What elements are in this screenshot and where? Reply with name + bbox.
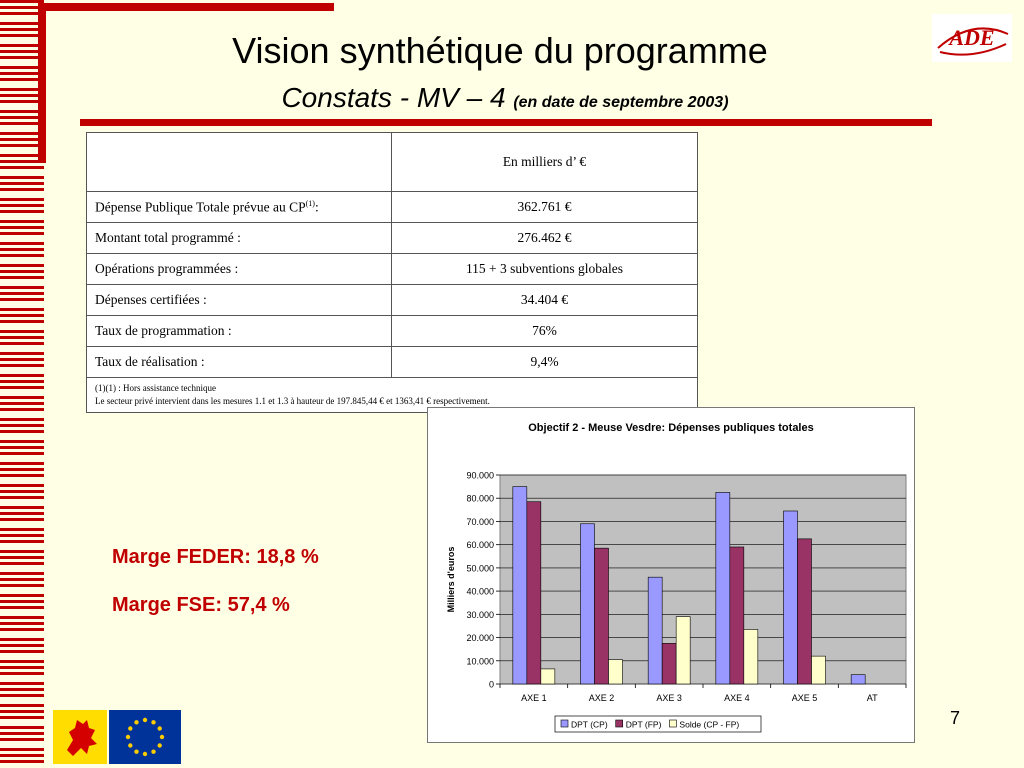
table-row xyxy=(87,223,698,254)
eu-flag-icon xyxy=(109,710,181,764)
y-axis-label: Milliers d'euros xyxy=(446,546,456,613)
eu-star xyxy=(128,726,132,730)
row-value: 9,4% xyxy=(392,347,698,378)
legend-label: Solde (CP - FP) xyxy=(679,719,740,730)
eu-star xyxy=(160,735,164,739)
x-tick-label: AT xyxy=(866,693,878,703)
table-row xyxy=(87,192,698,223)
slide-subtitle xyxy=(0,82,1010,114)
bar-chart xyxy=(428,408,914,742)
page-number: 7 xyxy=(950,708,961,728)
eu-star xyxy=(151,720,155,724)
row-label: Dépenses certifiées : xyxy=(87,285,392,316)
eu-star xyxy=(143,752,147,756)
eu-star xyxy=(126,735,130,739)
table-row xyxy=(87,316,698,347)
eu-star xyxy=(143,718,147,722)
y-tick-label: 90.000 xyxy=(466,470,494,481)
table-header-unit: En milliers d’ € xyxy=(392,133,698,192)
row-label: Montant total programmé : xyxy=(87,223,392,254)
chart-title: Objectif 2 - Meuse Vesdre: Dépenses publiques totales xyxy=(528,422,814,434)
decorative-bar-top xyxy=(38,3,334,11)
bar xyxy=(541,669,555,684)
eu-star xyxy=(151,750,155,754)
row-value: 76% xyxy=(392,316,698,347)
row-value: 34.404 € xyxy=(392,285,698,316)
y-tick-label: 50.000 xyxy=(466,563,494,574)
row-label: Opérations programmées : xyxy=(87,254,392,285)
table-row xyxy=(87,285,698,316)
x-tick-label: AXE 3 xyxy=(656,693,682,703)
eu-star xyxy=(134,750,138,754)
eu-star xyxy=(158,743,162,747)
y-tick-label: 60.000 xyxy=(466,540,494,551)
x-tick-label: AXE 4 xyxy=(724,693,750,703)
row-label: Taux de réalisation : xyxy=(87,347,392,378)
legend-swatch xyxy=(561,720,568,727)
x-tick-label: AXE 2 xyxy=(588,693,615,703)
row-value: 115 + 3 subventions globales xyxy=(392,254,698,285)
y-tick-label: 20.000 xyxy=(466,633,494,644)
marge-fse: Marge FSE: 57,4 % xyxy=(112,594,290,616)
eu-star xyxy=(158,726,162,730)
legend-swatch xyxy=(669,720,676,727)
y-tick-label: 80.000 xyxy=(466,493,494,504)
flags xyxy=(53,710,183,764)
legend-label: DPT (CP) xyxy=(571,719,608,730)
y-tick-label: 0 xyxy=(488,679,494,690)
summary-table xyxy=(86,132,698,413)
row-value: 276.462 € xyxy=(392,223,698,254)
bar xyxy=(662,643,676,684)
bar xyxy=(730,547,744,684)
bar xyxy=(716,492,730,684)
bar xyxy=(744,629,758,684)
table-header-row xyxy=(87,133,698,192)
bar xyxy=(595,548,609,684)
bar xyxy=(609,660,623,684)
row-label: Taux de programmation : xyxy=(87,316,392,347)
bar xyxy=(513,487,527,684)
table-row xyxy=(87,347,698,378)
legend-swatch xyxy=(616,720,623,727)
subtitle-date-note: (en date de septembre 2003) xyxy=(513,94,729,111)
bar xyxy=(527,502,541,684)
legend-label: DPT (FP) xyxy=(625,719,662,730)
eu-star xyxy=(128,743,132,747)
row-value: 362.761 € xyxy=(392,192,698,223)
y-tick-label: 30.000 xyxy=(466,609,494,620)
bar xyxy=(784,511,798,684)
title-underline xyxy=(80,119,932,126)
wallonia-flag-icon xyxy=(53,710,107,764)
y-tick-label: 40.000 xyxy=(466,586,494,597)
plot-area xyxy=(500,475,906,684)
x-tick-label: AXE 1 xyxy=(521,693,547,703)
bar xyxy=(851,675,865,684)
subtitle-main: Constats - MV – 4 xyxy=(281,82,514,113)
y-tick-label: 10.000 xyxy=(466,656,494,667)
y-tick-label: 70.000 xyxy=(466,516,494,527)
bar xyxy=(581,524,595,684)
x-tick-label: AXE 5 xyxy=(791,693,818,703)
table-footnote: (1)(1) : Hors assistance technique Le secteur privé intervient dans les mesures 1.1 et 1.3 à hauteur de 197.845,44 € et 1363,41 € respectivement. xyxy=(87,378,698,413)
bar xyxy=(798,539,812,684)
bar xyxy=(812,656,826,684)
table-header-empty xyxy=(87,133,392,192)
eu-star xyxy=(134,720,138,724)
table-row xyxy=(87,254,698,285)
slide-title: Vision synthétique du programme xyxy=(232,30,768,71)
marge-feder: Marge FEDER: 18,8 % xyxy=(112,546,319,568)
ade-logo xyxy=(932,14,1012,62)
row-label: Dépense Publique Totale prévue au CP$^{(1)}$: xyxy=(87,192,392,223)
chart-container xyxy=(427,407,915,743)
bar xyxy=(648,577,662,684)
bar xyxy=(676,617,690,684)
ade-logo-text: ADE xyxy=(949,25,995,50)
